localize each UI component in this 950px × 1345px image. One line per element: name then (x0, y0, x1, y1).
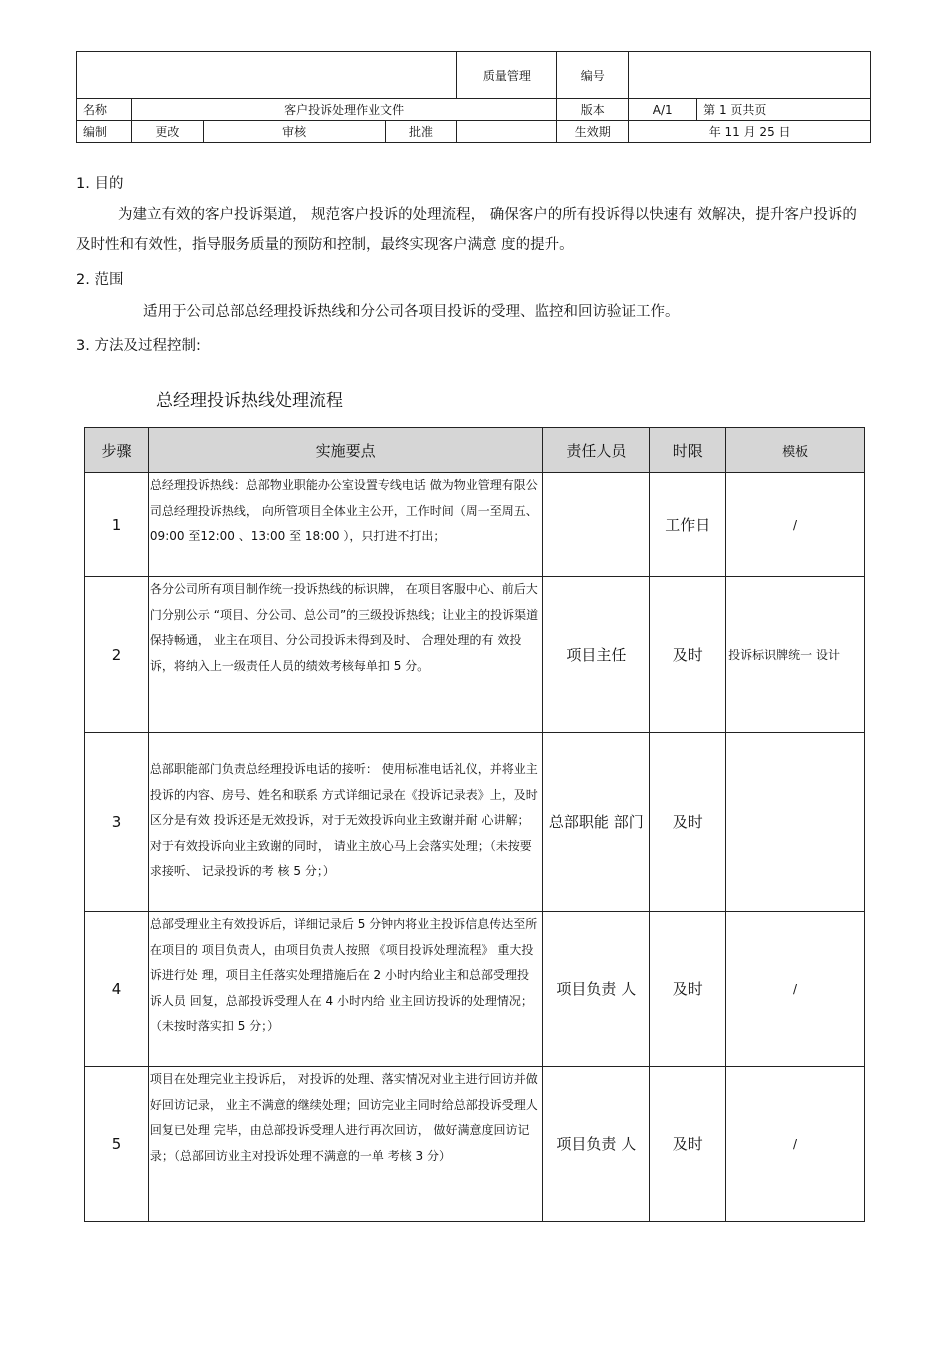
row-step: 2 (85, 577, 149, 733)
table-row (85, 733, 865, 912)
section-1-title: 1. 目的 (76, 176, 124, 192)
row-person: 项目主任 (543, 577, 650, 733)
row-template: / (726, 473, 865, 577)
row-step: 4 (85, 912, 149, 1067)
row-points: 总经理投诉热线：总部物业职能办公室设置专线电话 做为物业管理有限公司总经理投诉热线， 向所管项目全体业主公开，工作时间（周一至周五、 09:00 至12:00 、13:00 至 18:00 ），只打进不打出； (148, 473, 542, 577)
row-time: 工作日 (650, 473, 726, 577)
flow-table (84, 427, 865, 1222)
section-1-text: 为建立有效的客户投诉渠道， 规范客户投诉的处理流程， 确保客户的所有投诉得以快速有 效解决，提升客户投诉的及时性和有效性，指导服务质量的预防和控制，最终实现客户满意 度的提升。 (76, 207, 857, 253)
table-row (85, 577, 865, 733)
row-person (543, 473, 650, 577)
row-points: 项目在处理完业主投诉后， 对投诉的处理、落实情况对业主进行回访并做好回访记录， 业主不满意的继续处理；回访完业主同时给总部投诉受理人回复已处理 完毕，由总部投诉受理人进行再次回访， 做好满意度回访记录；（总部回访业主对投诉处理不满意的一单 考核 3 分） (148, 1067, 542, 1222)
row-time: 及时 (650, 733, 726, 912)
section-3-title: 3. 方法及过程控制: (76, 338, 201, 354)
row-points: 总部受理业主有效投诉后，详细记录后 5 分钟内将业主投诉信息传达至所在项目的 项目负责人，由项目负责人按照 《项目投诉处理流程》 重大投诉进行处 理，项目主任落实处理措施后在 2 小时内给业主和总部受理投诉人员 回复，总部投诉受理人在 4 小时内给 业主回访投诉的处理情况； （未按时落实扣 5 分；） (148, 912, 542, 1067)
row-person: 总部职能 部门 (543, 733, 650, 912)
header-approve-value (457, 121, 557, 143)
col-header-template: 模板 (726, 428, 865, 473)
table-row (85, 1067, 865, 1222)
header-approve-label: 批准 (385, 121, 457, 143)
header-version-value: A/1 (629, 99, 697, 121)
table-row (85, 473, 865, 577)
col-header-step: 步骤 (85, 428, 149, 473)
header-effective-label: 生效期 (557, 121, 629, 143)
header-page-info: 第 1 页共页 (697, 99, 871, 121)
header-blank-cell (77, 52, 457, 99)
row-person: 项目负责 人 (543, 1067, 650, 1222)
document-header-table (76, 51, 871, 143)
header-review-label: 审核 (203, 121, 385, 143)
flow-title: 总经理投诉热线处理流程 (156, 391, 343, 411)
row-template (726, 733, 865, 912)
header-code-value (629, 52, 871, 99)
row-step: 1 (85, 473, 149, 577)
header-effective-date: 年 11 月 25 日 (629, 121, 871, 143)
header-code-label: 编号 (557, 52, 629, 99)
col-header-points: 实施要点 (148, 428, 542, 473)
row-step: 5 (85, 1067, 149, 1222)
col-header-person: 责任人员 (543, 428, 650, 473)
header-change-label: 更改 (131, 121, 203, 143)
section-2-text: 适用于公司总部总经理投诉热线和分公司各项目投诉的受理、监控和回访验证工作。 (143, 304, 680, 320)
table-header-row (85, 428, 865, 473)
header-doc-title: 客户投诉处理作业文件 (131, 99, 556, 121)
row-template: / (726, 912, 865, 1067)
header-name-label: 名称 (77, 99, 132, 121)
row-template: / (726, 1067, 865, 1222)
section-2-title: 2. 范围 (76, 272, 124, 288)
row-time: 及时 (650, 577, 726, 733)
row-template: 投诉标识牌统一 设计 (726, 577, 865, 733)
header-category: 质量管理 (457, 52, 557, 99)
row-step: 3 (85, 733, 149, 912)
row-points: 各分公司所有项目制作统一投诉热线的标识牌， 在项目客服中心、前后大门分别公示 “项目、分公司、总公司”的三级投诉热线；让业主的投诉渠道保持畅通， 业主在项目、分公司投诉未得到及时、 合理处理的有 效投诉，将纳入上一级责任人员的绩效考核每单扣 5 分。 (148, 577, 542, 733)
table-row (85, 912, 865, 1067)
row-time: 及时 (650, 1067, 726, 1222)
row-points: 总部职能部门负责总经理投诉电话的接听： 使用标准电话礼仪，并将业主投诉的内容、房号、姓名和联系 方式详细记录在《投诉记录表》上，及时区分是有效 投诉还是无效投诉，对于无效投诉向业主致谢并耐 心讲解；对于有效投诉向业主致谢的同时， 请业主放心马上会落实处理；（未按要求接听、 记录投诉的考 核 5 分；） (148, 733, 542, 912)
header-author-label: 编制 (77, 121, 132, 143)
row-time: 及时 (650, 912, 726, 1067)
col-header-time: 时限 (650, 428, 726, 473)
header-version-label: 版本 (557, 99, 629, 121)
row-person: 项目负责 人 (543, 912, 650, 1067)
